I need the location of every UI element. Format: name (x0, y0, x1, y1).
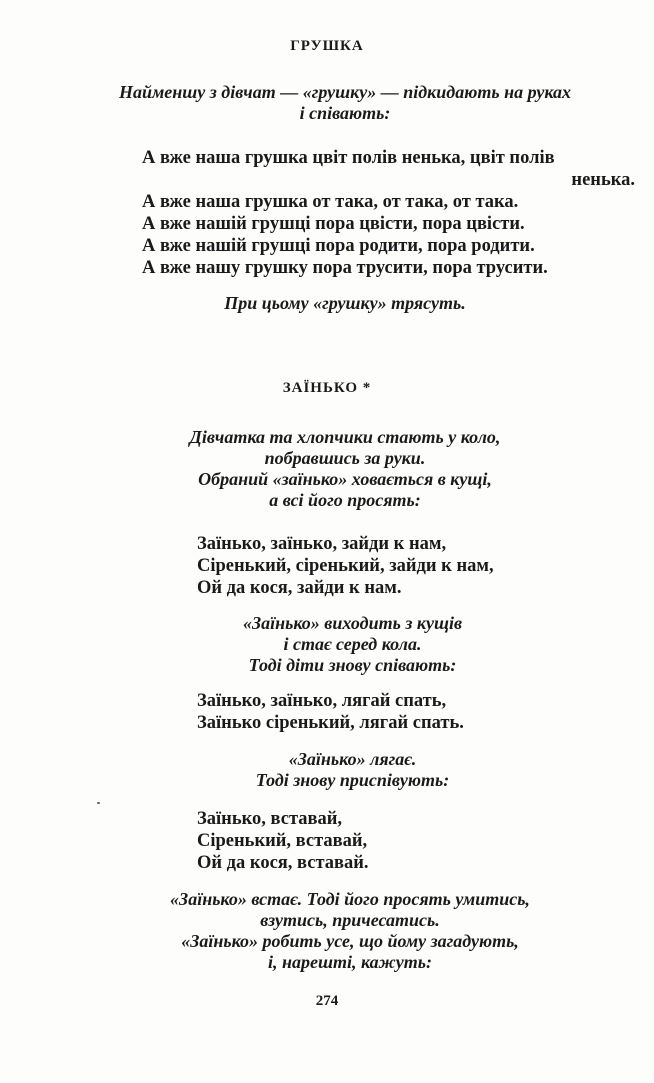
verse-line: Заїнько, заїнько, зайди к нам, (197, 534, 447, 554)
instruction-line: а всі його просять: (269, 490, 421, 510)
instruction-line: Тоді знову приспівують: (255, 770, 450, 790)
page-number: 274 (315, 993, 339, 1009)
verse-line: А вже нашу грушку пора трусити, пора трусити. (142, 258, 548, 278)
instruction-line: «Заїнько» лягає. (288, 749, 417, 769)
instruction-line: побравшись за руки. (264, 448, 426, 468)
instruction-line: взутись, причесатись. (260, 910, 440, 930)
verse-line: Ой да кося, вставай. (197, 853, 369, 873)
verse-line: А вже нашій грушці пора цвісти, пора цвісти. (142, 214, 525, 234)
verse-line: Заїнько сіренький, лягай спать. (197, 713, 464, 733)
instruction-line: і, нарешті, кажуть: (267, 952, 432, 972)
verse-line: ненька. (571, 170, 635, 190)
verse-line: А вже нашій грушці пора родити, пора родити. (142, 236, 535, 256)
verse-line: А вже наша грушка от така, от така, от така. (142, 192, 519, 212)
scan-speck (97, 802, 100, 804)
instruction-line: При цьому «грушку» трясуть. (224, 293, 466, 313)
instruction-line: Дівчатка та хлопчики стають у коло, (189, 427, 501, 447)
song-title-zainko: ЗАЇНЬКО * (282, 380, 372, 396)
instruction-line: «Заїнько» виходить з кущів (242, 613, 463, 633)
instruction-line: і співають: (299, 103, 391, 123)
instruction-line: «Заїнько» встає. Тоді його просять умитись, (170, 889, 530, 909)
verse-line: Заїнько, заїнько, лягай спать, (197, 691, 447, 711)
instruction-line: Найменшу з дівчат — «грушку» — підкидають на руках (118, 82, 572, 102)
verse-line: Ой да кося, зайди к нам. (197, 578, 402, 598)
verse-line: А вже наша грушка цвіт полів ненька, цвіт полів (142, 148, 555, 168)
verse-line: Заїнько, вставай, (197, 809, 343, 829)
verse-line: Сіренький, вставай, (197, 831, 368, 851)
instruction-line: «Заїнько» робить усе, що йому загадують, (181, 931, 519, 951)
song-title-grushka: ГРУШКА (290, 38, 364, 54)
instruction-line: Обраний «заїнько» ховається в кущі, (198, 469, 492, 489)
verse-line: Сіренький, сіренький, зайди к нам, (197, 556, 494, 576)
instruction-line: Тоді діти знову співають: (248, 655, 457, 675)
instruction-line: і стає серед кола. (283, 634, 422, 654)
